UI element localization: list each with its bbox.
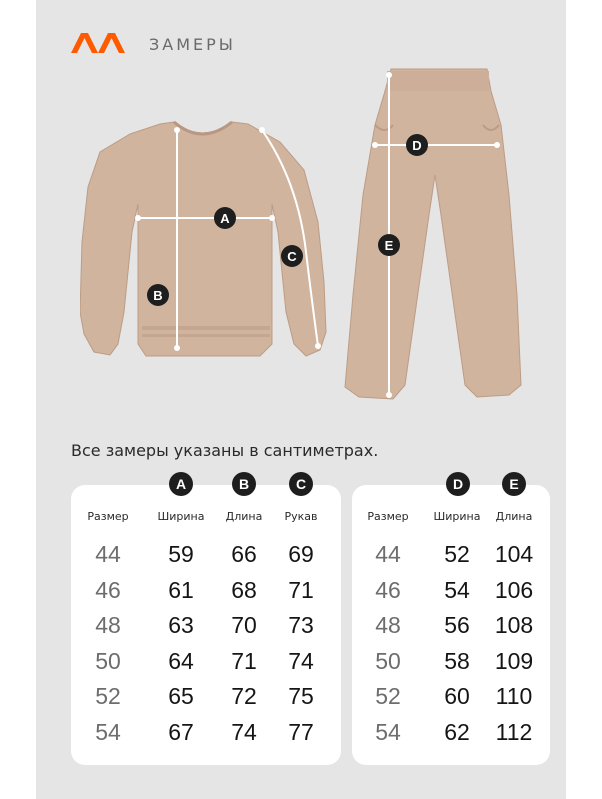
svg-text:C: C [287,249,297,264]
measurement-cell: 71 [288,576,314,603]
marker-d [406,134,428,156]
measurement-cell: 52 [444,541,470,567]
measurement-cell: 112 [495,718,533,745]
svg-text:A: A [220,211,230,226]
measurement-cell: 73 [288,612,314,638]
measurement-cell: 61 [168,576,194,603]
marker-c [281,245,303,267]
measurement-cell: 54 [444,576,470,603]
measurement-cell: 58 [444,647,470,674]
measurement-cell: 77 [288,718,314,745]
column-header-length: Длина [225,510,263,523]
marker-a [214,207,236,229]
measurement-cell: 74 [288,647,314,674]
size-cell: 50 [375,647,401,674]
svg-text:D: D [412,138,422,153]
measurement-cell: 63 [168,612,194,638]
measurement-cell: 106 [494,576,534,603]
size-cell: 50 [95,647,121,674]
size-cell: 54 [375,718,401,745]
sweatshirt-illustration [80,112,330,362]
size-cell: 44 [375,541,401,567]
measurement-cell: 72 [231,683,257,709]
marker-e [378,234,400,256]
page-title: ЗАМЕРЫ [149,35,236,54]
brand-logo-icon [71,33,125,53]
size-chart-page [36,0,566,799]
measurement-cell: 104 [494,541,534,567]
size-cell: 46 [375,576,401,603]
column-badge-e: E [502,472,526,496]
units-note: Все замеры указаны в сантиметрах. [71,441,379,460]
measurement-cell: 56 [444,612,470,638]
measurement-cell: 65 [168,683,194,709]
size-cell: 48 [95,612,121,638]
measurement-cell: 74 [231,718,257,745]
column-badge-c: C [289,472,313,496]
measurement-cell: 71 [231,647,257,674]
measurement-cell: 59 [168,541,194,567]
size-cell: 48 [375,612,401,638]
size-cell: 46 [95,576,121,603]
svg-text:B: B [153,288,163,303]
measurement-cell: 75 [288,683,314,709]
measurement-cell: 66 [231,541,257,567]
measurement-cell: 70 [231,612,257,638]
measurement-cell: 108 [494,612,534,638]
measurement-cell: 62 [444,718,470,745]
size-cell: 52 [375,683,401,709]
column-badge-d: D [446,472,470,496]
measurement-cell: 68 [231,576,257,603]
measurement-cell: 60 [444,683,470,709]
column-header-size: Размер [87,510,129,523]
size-cell: 44 [95,541,121,567]
measurement-cell: 69 [288,541,314,567]
measurement-cell: 110 [495,683,533,709]
column-badge-b: B [232,472,256,496]
measurement-cell: 64 [168,647,194,674]
pants-illustration [341,65,531,405]
column-header-length: Длина [495,510,533,523]
svg-text:E: E [384,238,394,253]
size-cell: 52 [95,683,121,709]
column-badge-a: A [169,472,193,496]
measurement-cell: 67 [168,718,194,745]
column-header-sleeve: Рукав [284,510,318,523]
column-header-size: Размер [367,510,409,523]
column-header-width: Ширина [157,510,205,523]
bottom-size-table [352,476,550,765]
column-header-width: Ширина [433,510,481,523]
marker-b [147,284,169,306]
measurement-cell: 109 [494,647,534,674]
size-cell: 54 [95,718,121,745]
top-size-table [71,476,341,765]
